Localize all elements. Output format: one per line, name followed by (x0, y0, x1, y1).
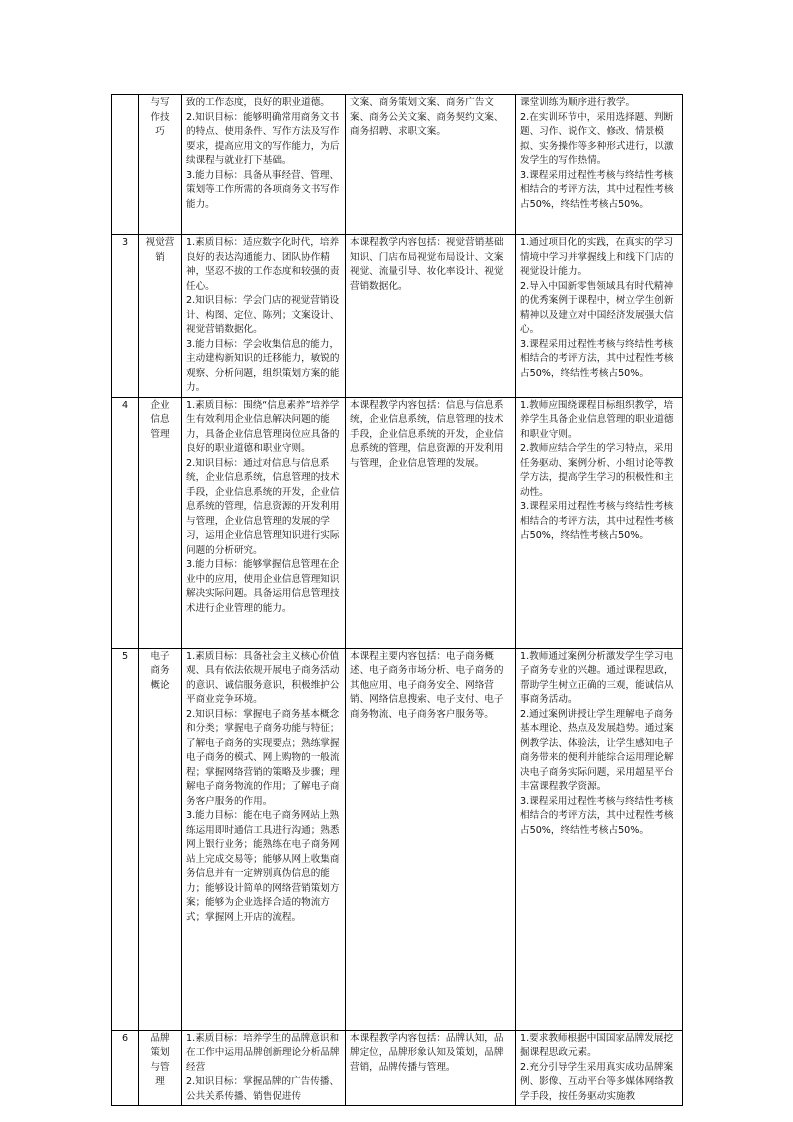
course-name-cell (139, 648, 182, 1030)
course-goals: 1.素质目标：具备社会主义核心价值观、具有依法依规开展电子商务活动的意识、诚信服务意识，积极维护公平商业竞争环境。 2.知识目标：掌握电子商务基本概念和分类；掌握电子商务功能与特征；了解电子商务的实现要点；熟练掌握电子商务的模式、网上购物的一般流程；掌握网络营销的策略及步骤；理解电子商务物流的作用；了解电子商务客户服务的作用。 3.能力目标：能在电子商务网站上熟练运用即时通信工具进行沟通；熟悉网上银行业务；能熟练在电子商务网站上完成交易等；能够从网上收集商务信息并有一定辨别真伪信息的能力；能够设计简单的网络营销策划方案；能够为企业选择合适的物流方式；掌握网上开店的流程。 (186, 650, 340, 923)
course-name: 企业 信息 管理 (150, 399, 170, 440)
course-content-cell (346, 648, 516, 1030)
course-number-cell (112, 648, 139, 1030)
table-row (112, 235, 683, 398)
course-name: 品牌 策划 与管 理 (150, 1032, 170, 1087)
teaching-method: 课堂训练为顺序进行教学。 2.在实训环节中，采用选择题、判断题、习作、说作文、修改、情景模拟、实务操作等多种形式进行，以激发学生的写作热情。 3.课程采用过程性考核与终结性考核相结合的考评方法，其中过程性考核占50%，终结性考核占50%。 (520, 97, 674, 210)
course-content-cell (346, 95, 516, 235)
course-number-cell (112, 397, 139, 648)
course-name: 与写 作技 巧 (150, 97, 170, 137)
teaching-method-cell (516, 95, 683, 235)
teaching-method-cell (516, 648, 683, 1030)
course-number-cell (112, 95, 139, 235)
teaching-method: 1.要求教师根据中国国家品牌发展挖掘课程思政元素。 2.充分引导学生采用真实成功品牌案例、影像、互动平台等多媒体网络教学手段，按任务驱动实施教 (520, 1032, 674, 1102)
course-name: 电子 商务 概论 (150, 650, 170, 691)
course-number: 4 (121, 399, 129, 411)
table-row (112, 1030, 683, 1106)
course-number-cell (112, 235, 139, 398)
course-goals: 1.素质目标：围绕“信息素养”培养学生有效利用企业信息解决问题的能力，具备企业信息管理岗位应具备的良好的职业道德和职业守则。 2.知识目标：通过对信息与信息系统，企业信息系统，信息管理的技术手段，企业信息系统的开发，企业信息系统的管理，信息资源的开发利用与管理，企业信息管理的发展的学习，运用企业信息管理知识进行实际问题的分析研究。 3.能力目标：能够掌握信息管理在企业中的应用，使用企业信息管理知识解决实际问题。具备运用信息管理技术进行企业管理的能力。 (186, 399, 340, 614)
course-name-cell (139, 1030, 182, 1106)
course-name-cell (139, 397, 182, 648)
course-table-body (112, 95, 683, 1106)
teaching-method: 1.通过项目化的实践，在真实的学习情境中学习并掌握线上和线下门店的视觉设计能力。 2.导入中国新零售领域具有时代精神的优秀案例于课程中，树立学生创新精神以及建立对中国经济发展强大信心。 3.课程采用过程性考核与终结性考核相结合的考评方法，其中过程性考核占50%，终结性考核占50%。 (520, 237, 674, 379)
table-row (112, 95, 683, 235)
course-content: 本课程教学内容包括：视觉营销基础知识、门店布局视觉布局设计、文案视觉、流量引导、妆化率设计、视觉营销数据化。 (350, 237, 504, 292)
course-content-cell (346, 235, 516, 398)
course-goals-cell (182, 1030, 346, 1106)
course-goals-cell (182, 648, 346, 1030)
course-number: 3 (121, 237, 129, 248)
course-content: 本课程教学内容包括：品牌认知，品牌定位，品牌形象认知及策划，品牌营销，品牌传播与管理。 (350, 1032, 504, 1073)
course-goals-cell (182, 397, 346, 648)
course-number-cell (112, 1030, 139, 1106)
course-number: 5 (121, 650, 129, 662)
course-goals: 致的工作态度，良好的职业道德。 2.知识目标：能够明确常用商务文书的特点、使用条件、写作方法及写作要求，提高应用文的写作能力，为后续课程与就业打下基础。 3.能力目标：具备从事经营、管理、策划等工作所需的各项商务文书写作能力。 (186, 97, 340, 210)
course-goals: 1.素质目标：适应数字化时代，培养良好的表达沟通能力、团队协作精神，坚忍不拔的工作态度和较强的责任心。 2.知识目标：学会门店的视觉营销设计、构图、定位、陈列；文案设计、视觉营销数据化。 3.能力目标：学会收集信息的能力，主动建构新知识的迁移能力，敏锐的观察、分析问题，组织策划方案的能力。 (186, 237, 340, 393)
course-name-cell (139, 95, 182, 235)
table-row (112, 397, 683, 648)
course-content-cell (346, 1030, 516, 1106)
course-content: 本课程主要内容包括：电子商务概述、电子商务市场分析、电子商务的其他应用、电子商务安全、网络营销、网络信息搜索、电子支付、电子商务物流、电子商务客户服务等。 (350, 650, 504, 720)
course-goals-cell (182, 235, 346, 398)
course-name-cell (139, 235, 182, 398)
course-name: 视觉营 销 (145, 237, 175, 263)
teaching-method-cell (516, 235, 683, 398)
course-goals-cell (182, 95, 346, 235)
course-content: 本课程教学内容包括：信息与信息系统，企业信息系统，信息管理的技术手段，企业信息系统的开发，企业信息系统的管理，信息资源的开发利用与管理，企业信息管理的发展。 (350, 399, 504, 469)
course-content-cell (346, 397, 516, 648)
teaching-method: 1.教师通过案例分析激发学生学习电子商务专业的兴趣。通过课程思政，帮助学生树立正确的三观，能诚信从事商务活动。 2.通过案例讲授让学生理解电子商务基本理论、热点及发展趋势。通过案例教学法、体验法，让学生感知电子商务带来的便利并能综合运用理论解决电子商务实际问题，采用超星平台丰富课程教学资源。 3.课程采用过程性考核与终结性考核相结合的考评方法，其中过程性考核占50%，终结性考核占50%。 (520, 650, 674, 836)
course-goals: 1.素质目标：培养学生的品牌意识和在工作中运用品牌创新理论分析品牌经营 2.知识目标：掌握品牌的广告传播、公共关系传播、销售促进传 (186, 1032, 340, 1102)
course-content: 文案、商务策划文案、商务广告文案、商务公关文案、商务契约文案、商务招聘、求职文案。 (350, 97, 504, 137)
table-row (112, 648, 683, 1030)
teaching-method: 1.教师应围绕课程目标组织教学，培养学生具备企业信息管理的职业道德和职业守则。 2.教师应结合学生的学习特点，采用任务驱动、案例分析、小组讨论等教学方法，提高学生学习的积极性和主动性。 3.课程采用过程性考核与终结性考核相结合的考评方法，其中过程性考核占50%，终结性考核占50%。 (520, 399, 674, 541)
course-number: 6 (121, 1032, 129, 1044)
course-table (111, 94, 683, 1106)
teaching-method-cell (516, 397, 683, 648)
teaching-method-cell (516, 1030, 683, 1106)
